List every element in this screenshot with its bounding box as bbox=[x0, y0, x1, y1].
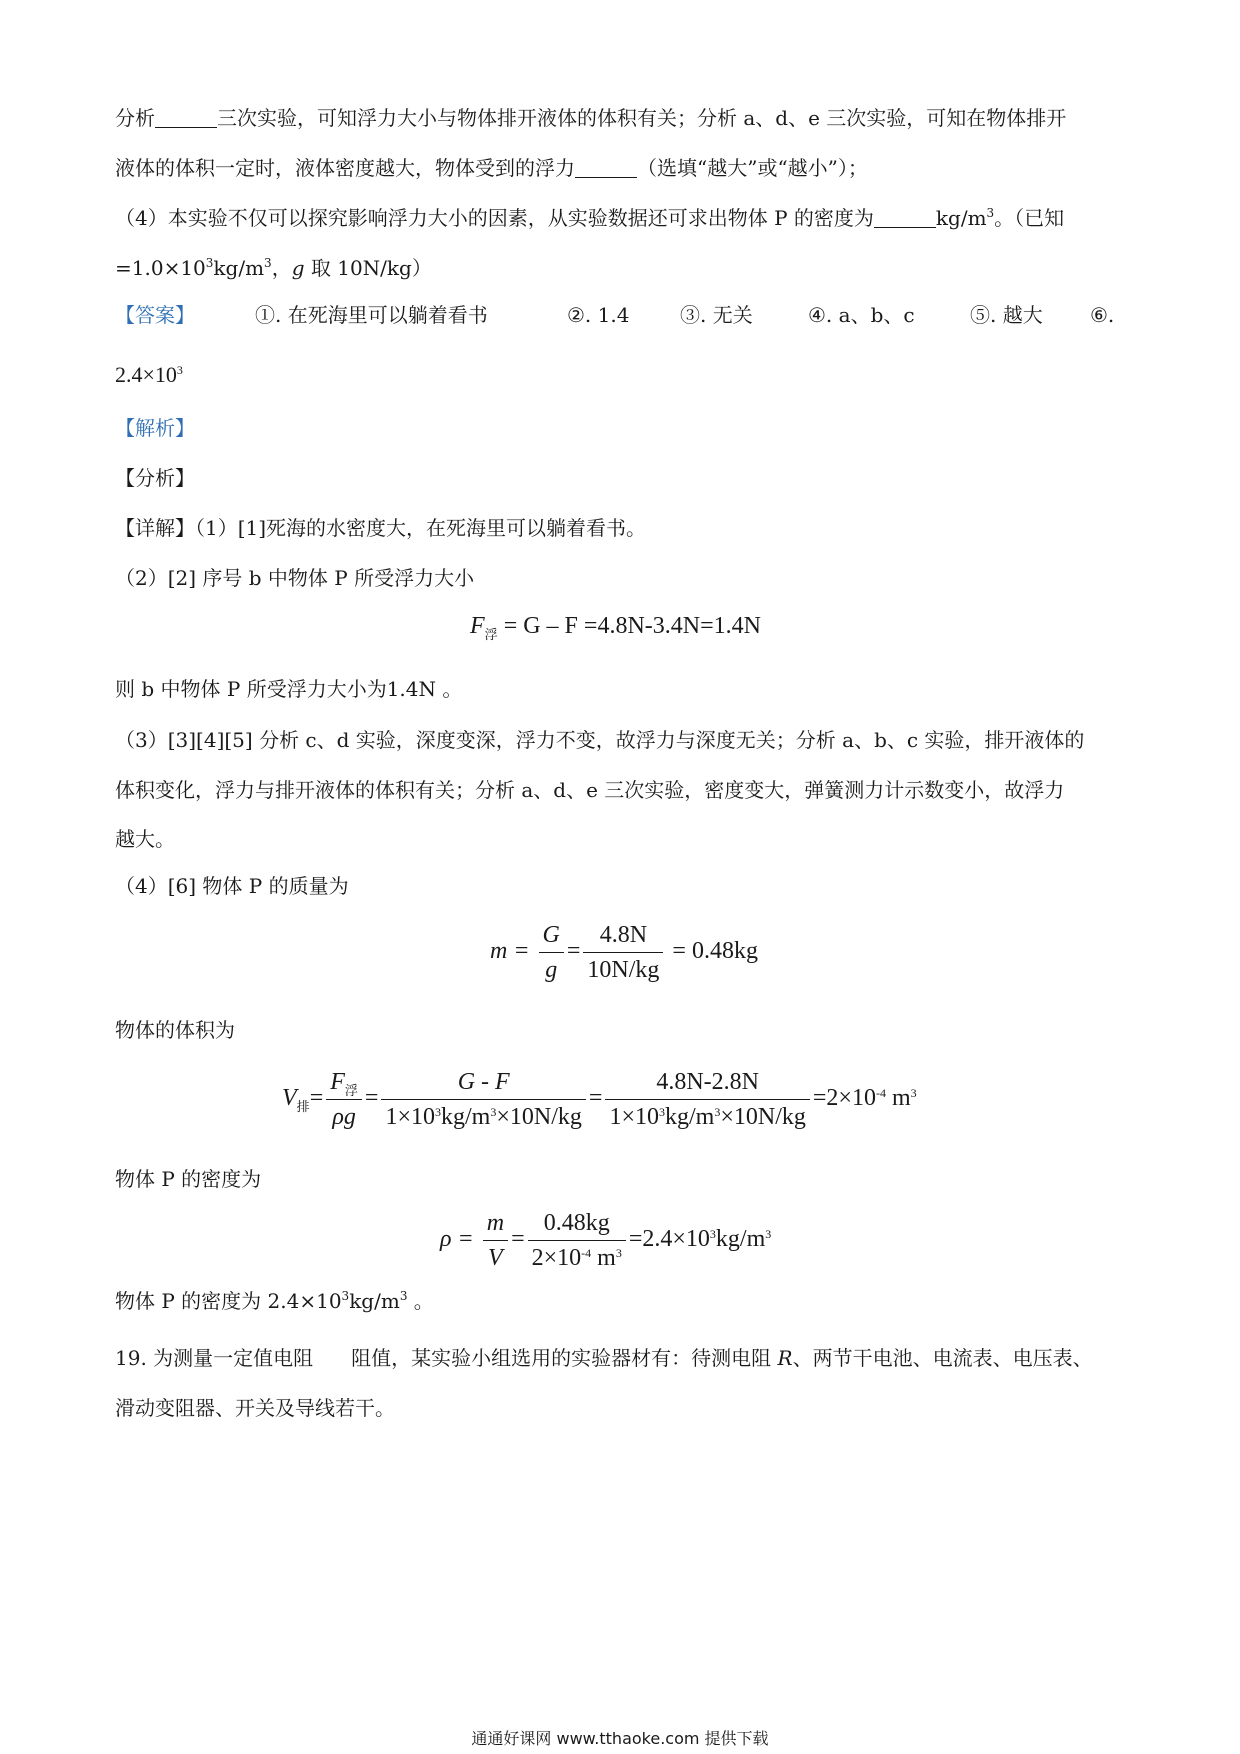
fenxi-heading: 【分析】 bbox=[115, 466, 195, 490]
detail-7: （4）[6] 物体 P 的质量为 bbox=[115, 874, 349, 898]
equation-mass: m = $\frac{G}{g}$ = $\frac{4.8N}{10N/kg}$ = 0.48kg bbox=[490, 922, 758, 983]
answer-item: ⑤. 越大 bbox=[970, 303, 1043, 327]
answer-item: ②. 1.4 bbox=[567, 303, 630, 327]
answer-row bbox=[115, 302, 1125, 328]
line-q4-known: $=1.0\times 10^3kg/m^3$，g 取 10N/kg） bbox=[115, 256, 432, 280]
answer-label: 【答案】 bbox=[115, 303, 195, 327]
answer-item: ③. 无关 bbox=[680, 303, 753, 327]
answer-blank bbox=[874, 207, 936, 228]
detail-5: 体积变化，浮力与排开液体的体积有关；分析 a、d、e 三次实验，密度变大，弹簧测力计示数变小，故浮力 bbox=[115, 778, 1065, 802]
jiexi-heading: 【解析】 bbox=[115, 416, 195, 440]
answer-item: ⑥. bbox=[1090, 303, 1115, 327]
answer-blank bbox=[575, 157, 637, 178]
page-footer: 通通好课网 www.tthaoke.com 提供下载 bbox=[471, 1729, 769, 1748]
detail-3: 则 b 中物体 P 所受浮力大小为1.4N 。 bbox=[115, 677, 463, 701]
answer-item: ④. a、b、c bbox=[808, 303, 915, 327]
line-density-buoyancy: 液体的体积一定时，液体密度越大，物体受到的浮力 （选填“越大”或“越小”）； bbox=[115, 156, 868, 180]
equation-volume: $V_排=$ $\frac{F_浮}{\rho g}$ = $\frac{G - F}{1\times 10^3kg/m^3\times 10N/kg}$ = $\frac{4.8N-2.8N}{1\times 10^3kg/m^3\times 10N/kg}$ $=2\times 10^{-4}$ $m^3$ bbox=[282, 1069, 917, 1130]
detail-6: 越大。 bbox=[115, 827, 175, 851]
detail-2: （2）[2] 序号 b 中物体 P 所受浮力大小 bbox=[115, 566, 475, 590]
line-q4: （4）本实验不仅可以探究影响浮力大小的因素，从实验数据还可求出物体 P 的密度为 $kg/m^3$。（已知 bbox=[115, 206, 1065, 230]
detail-9: 物体 P 的密度为 bbox=[115, 1167, 262, 1191]
detail-4: （3）[3][4][5] 分析 c、d 实验，深度变深，浮力不变，故浮力与深度无关；分析 a、b、c 实验，排开液体的 bbox=[115, 728, 1085, 752]
detail-10: 物体 P 的密度为 $2.4\times 10^3kg/m^3$ 。 bbox=[115, 1289, 434, 1313]
detail-8: 物体的体积为 bbox=[115, 1018, 235, 1042]
equation-buoyancy: $F_浮 = G - F =4.8N-3.4N=1.4N$ bbox=[470, 613, 761, 642]
answer-blank bbox=[155, 107, 217, 128]
detail-1: 【详解】（1）[1]死海的水密度大，在死海里可以躺着看书。 bbox=[115, 516, 647, 540]
question-19-line-1: 19. 为测量一定值电阻 阻值，某实验小组选用的实验器材有：待测电阻 R、两节干电池、电流表、电压表、 bbox=[115, 1346, 1093, 1370]
question-19-line-2: 滑动变阻器、开关及导线若干。 bbox=[115, 1396, 395, 1420]
line-analysis-abc: 分析 三次实验，可知浮力大小与物体排开液体的体积有关；分析 a、d、e 三次实验，可知在物体排开 bbox=[115, 106, 1067, 130]
answer-last-value: $2.4\times 10^3$ bbox=[115, 362, 183, 387]
answer-item: ①. 在死海里可以躺着看书 bbox=[255, 303, 488, 327]
equation-density: ρ = $\frac{m}{V}$ = $\frac{0.48kg}{2\times 10^{-4} m^3}$ $=2.4\times 10^3kg/m^3$ bbox=[440, 1210, 772, 1271]
